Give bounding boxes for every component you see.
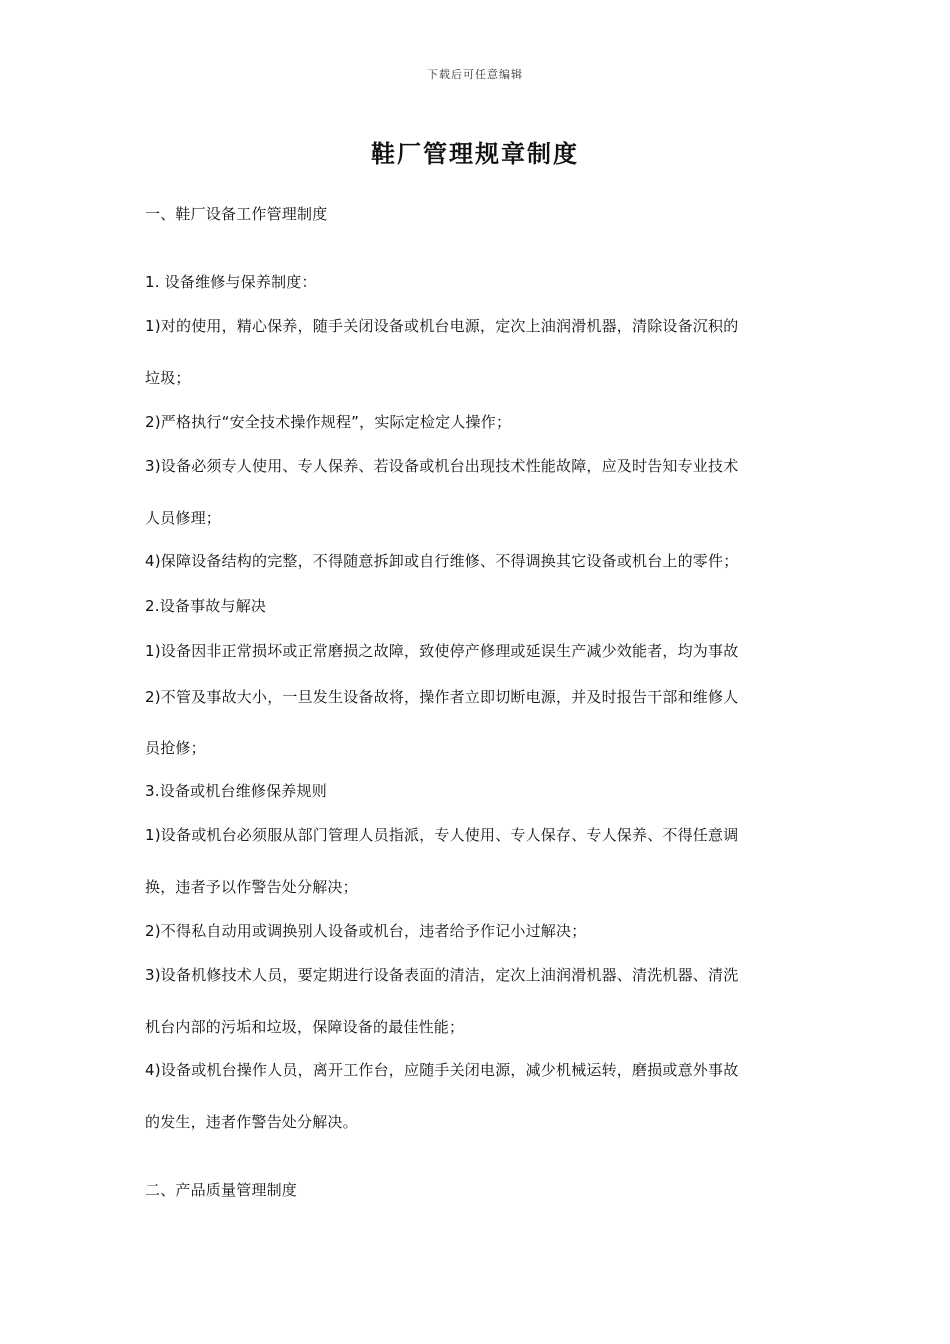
paragraph-line: 3)设备机修技术人员，要定期进行设备表面的清洁，定次上油润滑机器、清洗机器、清洗 bbox=[145, 966, 739, 984]
paragraph-line: 1)设备或机台必须服从部门管理人员指派，专人使用、专人保存、专人保养、不得任意调 bbox=[145, 826, 739, 844]
subsection-heading-accidents: 2.设备事故与解决 bbox=[145, 597, 267, 615]
paragraph-line: 1)设备因非正常损坏或正常磨损之故障，致使停产修理或延误生产减少效能者，均为事故 bbox=[145, 642, 739, 660]
paragraph-line: 员抢修； bbox=[145, 739, 206, 757]
paragraph-line: 人员修理； bbox=[145, 509, 222, 527]
section-heading-equipment: 一、鞋厂设备工作管理制度 bbox=[145, 205, 328, 223]
paragraph-line: 机台内部的污垢和垃圾，保障设备的最佳性能； bbox=[145, 1018, 465, 1036]
subsection-heading-maintenance: 1. 设备维修与保养制度： bbox=[145, 273, 317, 291]
subsection-heading-rules: 3.设备或机台维修保养规则 bbox=[145, 782, 327, 800]
paragraph-line: 垃圾； bbox=[145, 369, 191, 387]
paragraph-line: 2)不管及事故大小，一旦发生设备故将，操作者立即切断电源，并及时报告干部和维修人 bbox=[145, 688, 739, 706]
paragraph-line: 2)严格执行“安全技术操作规程”，实际定检定人操作； bbox=[145, 413, 512, 431]
header-note: 下载后可任意编辑 bbox=[427, 68, 523, 81]
section-heading-quality: 二、产品质量管理制度 bbox=[145, 1181, 298, 1199]
paragraph-line: 2)不得私自动用或调换别人设备或机台，违者给予作记小过解决； bbox=[145, 922, 587, 940]
paragraph-line: 换，违者予以作警告处分解决； bbox=[145, 878, 358, 896]
paragraph-line: 3)设备必须专人使用、专人保养、若设备或机台出现技术性能故障，应及时告知专业技术 bbox=[145, 457, 739, 475]
paragraph-line: 的发生，违者作警告处分解决。 bbox=[145, 1113, 358, 1131]
document-title: 鞋厂管理规章制度 bbox=[371, 140, 579, 168]
paragraph-line: 4)设备或机台操作人员，离开工作台，应随手关闭电源，减少机械运转，磨损或意外事故 bbox=[145, 1061, 739, 1079]
paragraph-line: 1)对的使用，精心保养，随手关闭设备或机台电源，定次上油润滑机器，清除设备沉积的 bbox=[145, 317, 739, 335]
paragraph-line: 4)保障设备结构的完整，不得随意拆卸或自行维修、不得调换其它设备或机台上的零件； bbox=[145, 552, 739, 570]
